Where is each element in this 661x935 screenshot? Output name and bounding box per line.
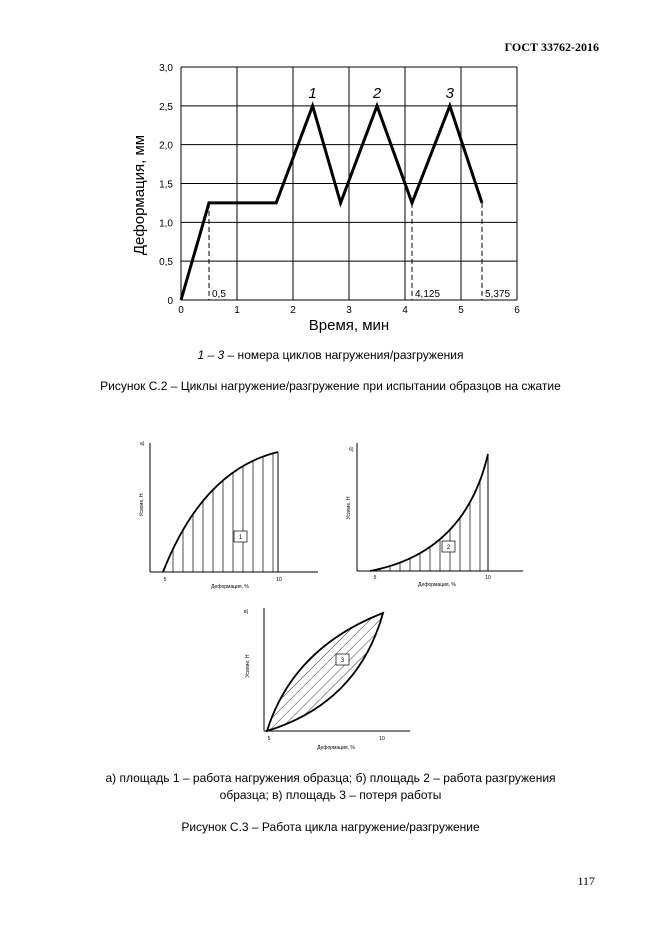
chart-marker-lines [209, 203, 482, 300]
panel-a-x-label: Деформация, % [211, 584, 249, 590]
y-tick-label: 0,5 [159, 257, 173, 269]
cycle-label-2: 2 [372, 84, 382, 102]
area-3-label: 3 [340, 658, 345, 664]
x-axis-label: Время, мин [308, 317, 390, 334]
cycle-legend-note [0, 348, 661, 362]
panel-a-tick-10: 10 [276, 577, 282, 583]
deformation-time-chart [120, 55, 540, 335]
panel-b-unloading-work [335, 438, 535, 598]
y-tick-label: 2,5 [159, 101, 173, 113]
figure-c3-caption: Рисунок С.3 – Работа цикла нагружение/разгружение [181, 820, 480, 834]
panel-b-tick-5: 5 [373, 575, 377, 581]
y-tick-label: 2,0 [159, 140, 173, 152]
panel-c-x-label: Деформация, % [317, 745, 355, 751]
y-tick-label: 1,5 [159, 179, 173, 191]
figure-c3-description-line1: а) площадь 1 – работа нагружения образца; б) площадь 2 – работа разгружения [105, 771, 556, 785]
standard-header: ГОСТ 33762-2016 [504, 40, 599, 54]
cycle-label-3: 3 [445, 84, 454, 102]
y-tick-label: 1,0 [159, 218, 173, 230]
chart-tick-labels [159, 63, 520, 316]
x-tick-label: 6 [514, 305, 520, 316]
x-tick-label: 3 [346, 305, 352, 316]
figure-c3-description-line2: образца; в) площадь 3 – потеря работы [219, 788, 442, 802]
cycle-label-1: 1 [308, 84, 317, 102]
marker-time-label: 5,375 [485, 289, 511, 300]
panel-a-loading-work [128, 435, 328, 595]
panel-c-y-label: Усилие, Н [245, 654, 251, 678]
panel-a-letter: а) [140, 441, 145, 447]
figure-c2-caption: Рисунок С.2 – Циклы нагружение/разгружение при испытании образцов на сжатие [100, 379, 561, 393]
marker-time-label: 4,125 [415, 289, 441, 300]
x-tick-label: 0 [178, 305, 184, 316]
y-tick-label: 3,0 [159, 63, 173, 74]
chart-series [181, 106, 482, 300]
cycle-legend-numbers: 1 – 3 [197, 348, 225, 362]
panel-c-tick-5: 5 [267, 736, 271, 742]
panel-a-y-label: Усилие, Н [139, 493, 145, 517]
cycle-legend-text: – номера циклов нагружения/разгружения [224, 348, 464, 362]
panel-a-tick-5: 5 [163, 577, 167, 583]
panel-b-y-label: Усилие, Н [346, 496, 352, 520]
chart-annotations [212, 85, 510, 300]
page-number: 117 [577, 874, 595, 888]
panel-b-letter: б) [349, 447, 354, 453]
area-2-label: 2 [446, 545, 451, 551]
y-axis-label: Деформация, мм [131, 134, 148, 256]
area-1-label: 1 [238, 535, 243, 541]
deformation-line [181, 106, 482, 300]
panel-b-tick-10: 10 [485, 575, 491, 581]
panel-c-work-loss [238, 603, 438, 763]
panel-b-x-label: Деформация, % [418, 582, 456, 588]
x-tick-label: 4 [402, 305, 408, 316]
x-tick-label: 5 [458, 305, 464, 316]
panel-c-letter: в) [244, 609, 249, 615]
y-tick-label: 0 [167, 296, 173, 307]
x-tick-label: 2 [290, 305, 296, 316]
marker-time-label: 0,5 [212, 289, 226, 300]
panel-c-tick-10: 10 [379, 736, 385, 742]
x-tick-label: 1 [234, 305, 240, 316]
